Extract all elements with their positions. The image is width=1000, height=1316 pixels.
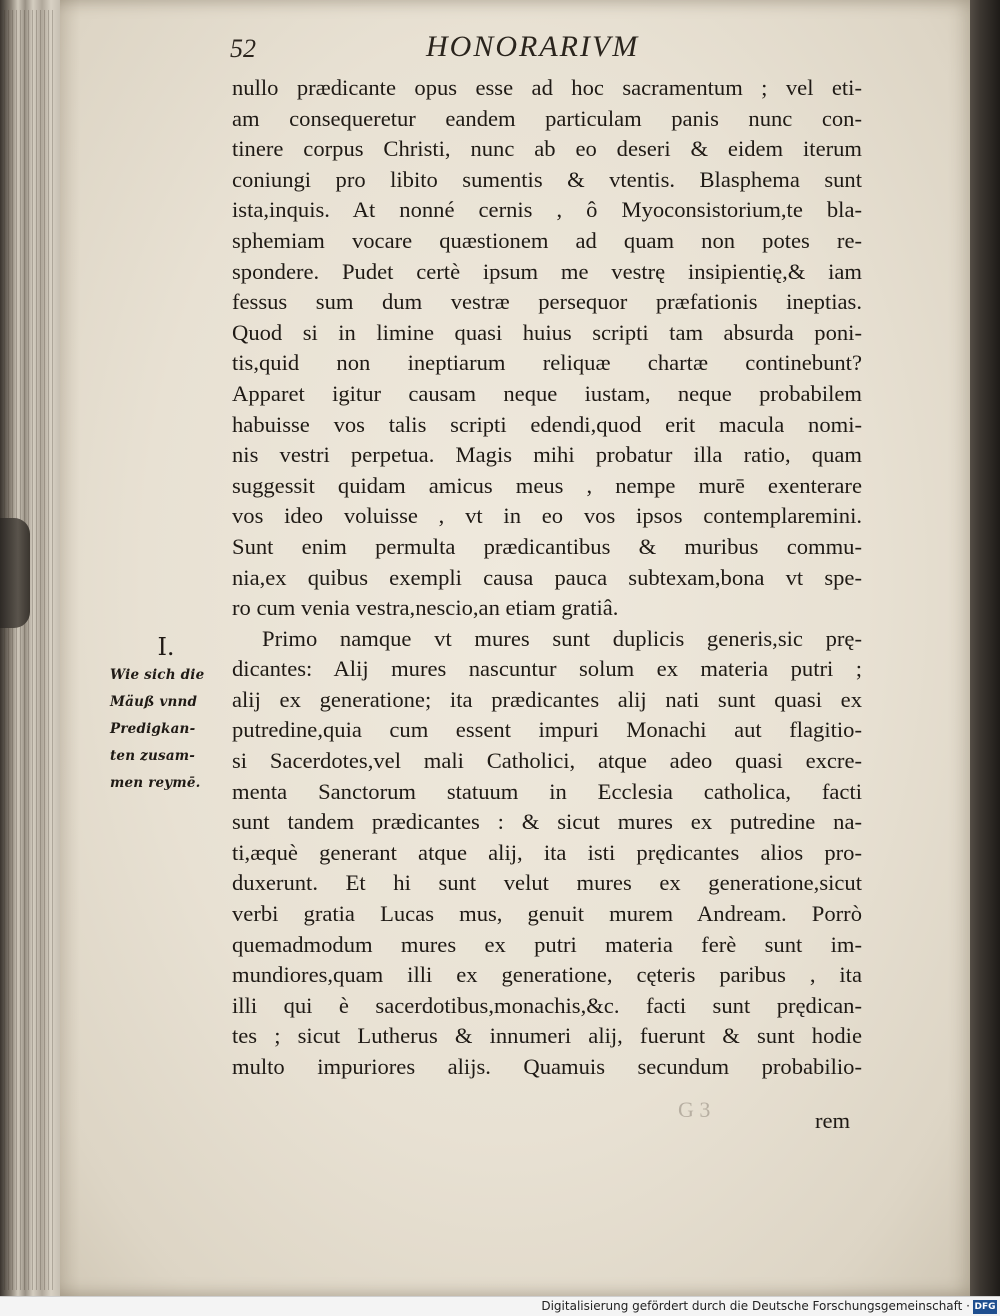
text-line: nis vestri perpetua. Magis mihi probatur illa ratio, quam [232,442,862,468]
signature-mark: G 3 [678,1097,711,1122]
margin-note-line: ten zusam- [110,748,196,764]
text-line: putredine,quia cum essent impuri Monachi aut flagitio- [232,717,862,743]
text-line: coniungi pro libito sumentis & vtentis. Blasphema sunt [232,166,862,192]
text-line: quemadmodum mures ex putri materia ferè sunt im- [232,931,862,957]
text-line: alij ex generatione; ita prædicantes alij nati sunt quasi ex [232,686,862,712]
dfg-logo-icon: DFG [974,1302,996,1312]
text-line: ti,æquè generant atque alij, ita isti prędicantes alios pro- [232,839,862,865]
running-title: HONORARIVM [426,30,640,63]
text-line: ro cum venia vestra,nescio,an etiam gratiâ. [232,595,619,621]
footer-banner [0,1296,1000,1316]
text-line: tes ; sicut Lutherus & innumeri alij, fuerunt & sunt hodie [232,1023,862,1049]
text-line: Primo namque vt mures sunt duplicis generis,sic prę- [262,625,862,651]
book-edge [0,0,60,1300]
text-line: menta Sanctorum statuum in Ecclesia catholica, facti [232,778,862,804]
section-numeral: I. [157,633,175,661]
text-line: mundiores,quam illi ex generatione, cęteris paribus , ita [232,962,862,988]
text-line: fessus sum dum vestræ persequor præfationis ineptias. [232,289,862,315]
text-line: nia,ex quibus exempli causa pauca subtexam,bona vt spe- [232,564,862,590]
funding-notice: Digitalisierung gefördert durch die Deutsche Forschungsgemeinschaft · [541,1299,970,1313]
text-line: tis,quid non ineptiarum reliquæ chartæ continebunt? [232,350,862,376]
text-line: sphemiam vocare quæstionem ad quam non potes re- [232,227,862,253]
text-line: verbi gratia Lucas mus, genuit murem Andream. Porrò [232,901,862,927]
main-text-block [232,73,862,1083]
text-line: nullo prædicante opus esse ad hoc sacramentum ; vel eti- [232,75,862,100]
text-line: Quod si in limine quasi huius scripti tam absurda poni- [232,319,862,345]
text-line: illi qui è sacerdotibus,monachis,&c. facti sunt prędican- [232,992,862,1018]
margin-note-line: Mäuß vnnd [110,694,198,710]
margin-note-line: Wie sich die [110,667,205,683]
page-edge-lines [4,10,54,1290]
text-line: habuisse vos talis scripti edendi,quod erit macula nomi- [232,411,862,437]
text-line: Apparet igitur causam neque iustam, neque probabilem [232,380,862,406]
page-header [230,30,870,66]
margin-note-line: men reymē. [110,775,201,791]
text-line: multo impuriores alijs. Quamuis secundum probabilio- [232,1054,862,1079]
catchword: rem [815,1108,851,1133]
text-line: am consequeretur eandem particulam panis nunc con- [232,105,862,131]
page-number: 52 [230,34,256,63]
text-line: duxerunt. Et hi sunt velut mures ex generatione,sicut [232,870,862,896]
text-line: tinere corpus Christi, nunc ab eo deseri & eidem iterum [232,136,862,162]
text-line: dicantes: Alij mures nascuntur solum ex materia putri ; [232,656,862,682]
text-line: spondere. Pudet certè ipsum me vestrę insipientię,& iam [232,258,862,284]
text-line: suggessit quidam amicus meus , nempe murē exenterare [232,472,862,498]
text-line: Sunt enim permulta prædicantibus & muribus commu- [232,533,862,559]
marginal-note [110,632,228,797]
text-line: si Sacerdotes,vel mali Catholici, atque adeo quasi excre- [232,748,862,774]
text-line: vos ideo voluisse , vt in eo vos ipsos contemplaremini. [232,503,862,529]
text-line: sunt tandem prædicantes : & sicut mures ex putredine na- [232,809,862,835]
margin-note-line: Predigkan- [110,721,196,737]
book-clasp [0,518,30,628]
text-line: ista,inquis. At nonné cernis , ô Myoconsistorium,te bla- [232,197,862,223]
